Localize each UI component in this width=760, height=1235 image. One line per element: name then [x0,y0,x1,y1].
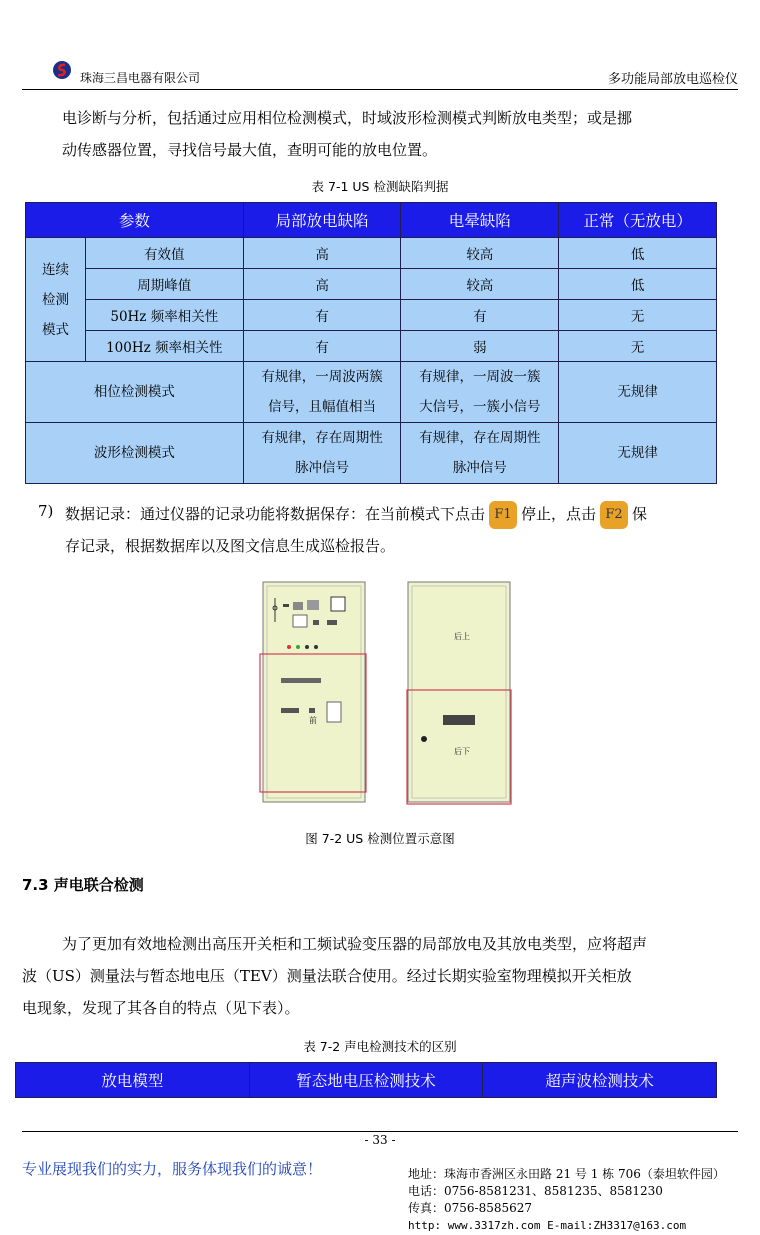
table-row [26,300,717,331]
table-cell: 无 [559,331,717,362]
company-logo-icon [52,60,72,80]
table-cell: 100Hz 频率相关性 [85,331,243,362]
footer-fax: 传真：0756-8585627 [408,1201,533,1215]
header-company: 珠海三昌电器有限公司 [80,71,201,85]
section-heading: 7.3 声电联合检测 [22,876,144,894]
table-cell: 有 [243,331,401,362]
wave-mode-label: 波形检测模式 [26,423,244,484]
f1-key-icon: F1 [489,501,517,529]
page-number: - 33 - [364,1133,396,1147]
table-cell: 弱 [401,331,559,362]
para-line: 为了更加有效地检测出高压开关柜和工频试验变压器的局部放电及其放电类型，应将超声 [62,935,648,953]
footer-phone: 电话：0756-8581231、8581235、8581230 [408,1184,663,1198]
figure-caption: 图 7-2 US 检测位置示意图 [305,831,455,846]
intro-line: 动传感器位置，寻找信号最大值，查明可能的放电位置。 [62,141,438,159]
table2-header-cell: 暂态地电压检测技术 [249,1063,483,1098]
intro-line: 电诊断与分析，包括通过应用相位检测模式，时域波形检测模式判断放电类型；或是挪 [62,109,633,127]
table-cell: 低 [559,269,717,300]
para-line: 波（US）测量法与暂态地电压（TEV）测量法联合使用。经过长期实验室物理模拟开关柜放 [22,967,632,985]
footer-web-email: http: www.3317zh.com E-mail:ZH3317@163.com [408,1219,687,1232]
continuous-mode-label: 连续 检测 模式 [26,238,86,362]
intro-paragraph [22,102,738,166]
table1-header-cell: 局部放电缺陷 [243,203,401,238]
snowflake-icon [293,615,307,627]
table-cell: 有规律，存在周期性 脉冲信号 [401,423,559,484]
table-row [26,423,717,484]
table-cell: 周期峰值 [85,269,243,300]
table1-header-cell: 参数 [26,203,244,238]
acoustic-electric-table [15,1062,717,1098]
header-divider [22,89,738,90]
item7-text: 数据记录：通过仪器的记录功能将数据保存：在当前模式下点击 [65,505,486,523]
table-cell: 高 [243,238,401,269]
table-cell: 较高 [401,269,559,300]
table-cell: 50Hz 频率相关性 [85,300,243,331]
table1-header-cell: 正常（无放电） [559,203,717,238]
table-row [26,362,717,423]
table-cell: 较高 [401,238,559,269]
item7-text: 停止，点击 [521,505,597,523]
table-row [26,238,717,269]
section-paragraph [22,928,738,1024]
footer-address: 地址：珠海市香洲区永田路 21 号 1 栋 706（泰坦软件园） [408,1167,725,1181]
rear-cabinet [408,582,510,802]
table-cell: 有效值 [85,238,243,269]
table-cell: 无规律 [559,423,717,484]
table-row [26,331,717,362]
us-defect-table [25,202,717,484]
item7-text: 保 [632,505,648,523]
table-cell: 有规律，一周波两簇 信号，且幅值相当 [243,362,401,423]
phase-mode-label: 相位检测模式 [26,362,244,423]
list-number: 7) [38,502,54,520]
table-row [26,269,717,300]
table1-header-row [26,203,717,238]
us-detection-position-figure [255,578,517,808]
table2-caption: 表 7-2 声电检测技术的区别 [303,1039,457,1054]
rear-top-label: 后上 [454,632,470,641]
table2-header-cell: 放电模型 [16,1063,250,1098]
footer-divider [22,1131,738,1132]
table2-header-cell: 超声波检测技术 [483,1063,717,1098]
table-cell: 低 [559,238,717,269]
front-cabinet [263,582,365,802]
table-cell: 有 [401,300,559,331]
table1-caption: 表 7-1 US 检测缺陷判据 [311,179,449,194]
table-cell: 有规律，存在周期性 脉冲信号 [243,423,401,484]
item7-paragraph [65,498,738,562]
table-cell: 无规律 [559,362,717,423]
footer-slogan: 专业展现我们的实力，服务体现我们的诚意！ [22,1160,323,1178]
table1-header-cell: 电晕缺陷 [401,203,559,238]
front-label: 前 [309,716,317,725]
table-cell: 无 [559,300,717,331]
para-line: 电现象，发现了其各自的特点（见下表）。 [22,999,300,1017]
table2-header-row [16,1063,717,1098]
rear-bottom-label: 后下 [454,747,470,756]
table-cell: 有规律，一周波一簇 大信号，一簇小信号 [401,362,559,423]
header-doc-title: 多功能局部放电巡检仪 [607,72,738,87]
item7-line: 存记录，根据数据库以及图文信息生成巡检报告。 [65,537,396,555]
table-cell: 高 [243,269,401,300]
f2-key-icon: F2 [600,501,628,529]
table-cell: 有 [243,300,401,331]
